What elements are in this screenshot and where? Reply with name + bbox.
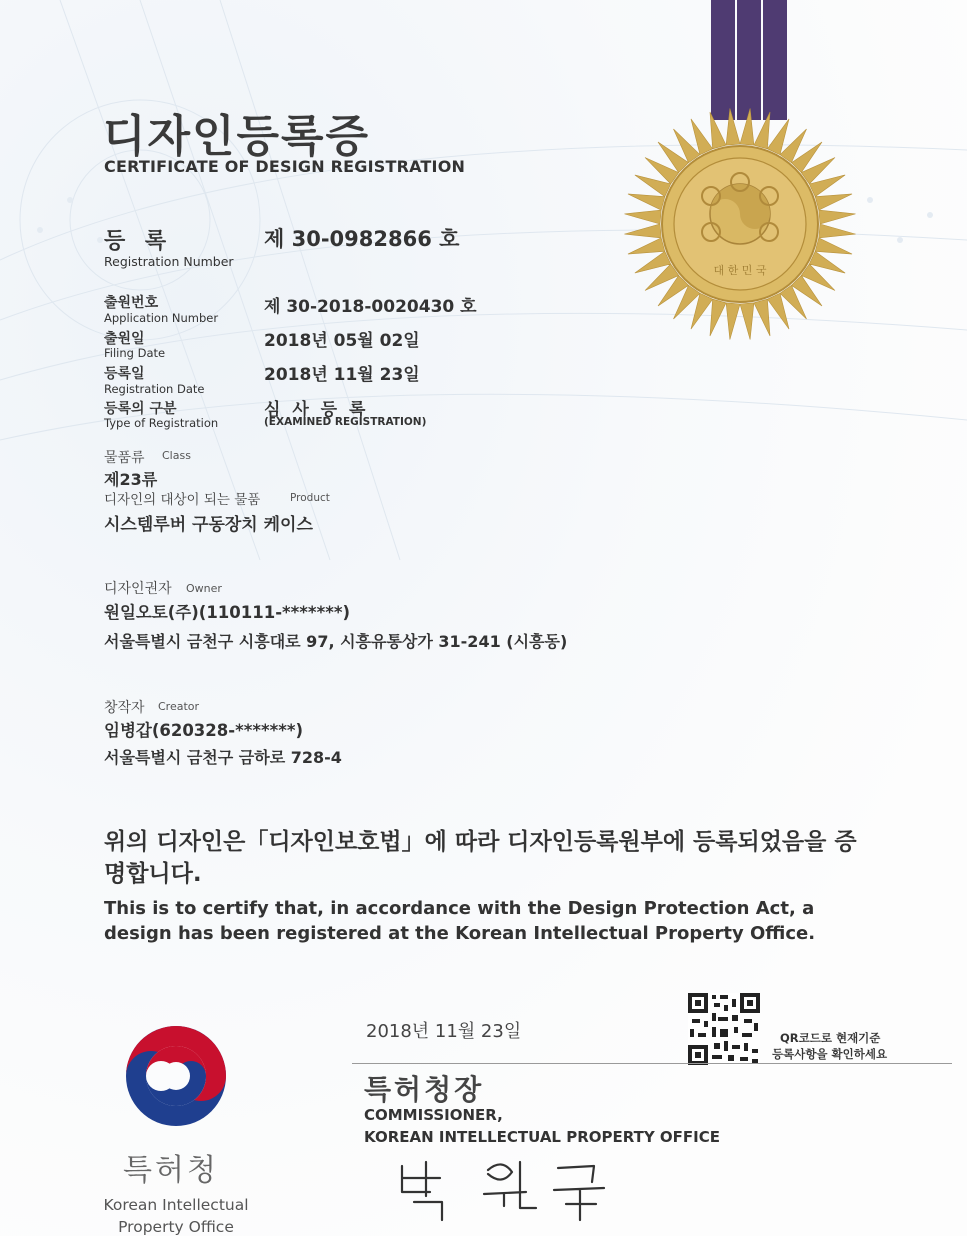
application-number-label-ko: 출원번호 <box>104 295 159 311</box>
commissioner-title-en <box>364 1104 720 1148</box>
filing-date-value: 2018년 05월 02일 <box>264 331 420 351</box>
class-label-ko: 물품류 <box>104 450 145 466</box>
creator-address: 서울특별시 금천구 금하로 728-4 <box>104 748 342 767</box>
owner-label-en: Owner <box>186 582 222 595</box>
qr-code-icon[interactable] <box>688 993 760 1065</box>
product-value: 시스템루버 구동장치 케이스 <box>104 515 313 535</box>
registration-number: 제 30-0982866 호 <box>264 227 460 251</box>
filing-date-label-en: Filing Date <box>104 346 166 360</box>
kipo-logo-icon <box>120 1020 232 1132</box>
registration-type-label-en: Type of Registration <box>104 416 219 430</box>
class-label-en: Class <box>162 449 191 462</box>
registration-type-sub: (EXAMINED REGISTRATION) <box>264 416 427 428</box>
qr-note <box>772 1030 887 1062</box>
creator-label-en: Creator <box>158 700 200 713</box>
commissioner-title-ko: 특허청장 <box>364 1073 485 1106</box>
qr-note-line1: QR코드로 현재기준 <box>780 1031 881 1045</box>
issue-date: 2018년 11월 23일 <box>366 1021 522 1042</box>
certification-statement-ko: 위의 디자인은「디자인보호법」에 따라 디자인등록원부에 등록되었음을 증명합니다. <box>104 829 857 887</box>
ribbon-left <box>711 0 735 120</box>
certification-statement-en: This is to certify that, in accordance with the Design Protection Act, a design has been registered at the Korean Intellectual Property Office. <box>104 898 816 944</box>
product-label-en: Product <box>290 492 330 504</box>
creator-label-ko: 창작자 <box>104 700 145 716</box>
registration-date-label-ko: 등록일 <box>104 366 145 382</box>
ribbon-right <box>763 0 787 120</box>
owner-label-ko: 디자인권자 <box>104 581 172 597</box>
registration-date-value: 2018년 11월 23일 <box>264 365 420 385</box>
application-number-value: 제 30-2018-0020430 호 <box>264 297 477 317</box>
class-value: 제23류 <box>104 470 158 489</box>
commissioner-title-en-line2: KOREAN INTELLECTUAL PROPERTY OFFICE <box>364 1128 721 1146</box>
kipo-name-en: Korean Intellectual Property Office <box>103 1196 249 1236</box>
commissioner-title-en-line1: COMMISSIONER, <box>364 1106 503 1124</box>
signature-divider <box>352 1063 952 1064</box>
registration-type-value: 심 사 등 록 <box>264 400 369 420</box>
application-number-label-en: Application Number <box>104 311 219 325</box>
seal-text: 대 한 민 국 <box>713 264 767 277</box>
registration-label-ko: 등 록 <box>104 229 173 254</box>
certificate-title-ko: 디자인등록증 <box>103 111 371 162</box>
registration-date-label-en: Registration Date <box>104 382 205 396</box>
owner-name: 원일오토(주)(110111-*******) <box>104 603 350 622</box>
gold-seal <box>620 104 860 344</box>
kipo-name-ko: 특허청 <box>123 1153 219 1188</box>
product-label-ko: 디자인의 대상이 되는 물품 <box>104 492 261 508</box>
ribbon-center <box>737 0 761 120</box>
certificate-title-en: CERTIFICATE OF DESIGN REGISTRATION <box>104 157 466 176</box>
filing-date-label-ko: 출원일 <box>104 331 145 347</box>
creator-name: 임병갑(620328-*******) <box>104 721 304 740</box>
registration-type-label-ko: 등록의 구분 <box>104 401 177 417</box>
owner-address: 서울특별시 금천구 시흥대로 97, 시흥유통상가 31-241 (시흥동) <box>104 632 568 651</box>
signature <box>390 1148 630 1228</box>
qr-note-line2: 등록사항을 확인하세요 <box>772 1047 888 1061</box>
registration-label-en: Registration Number <box>104 254 234 269</box>
